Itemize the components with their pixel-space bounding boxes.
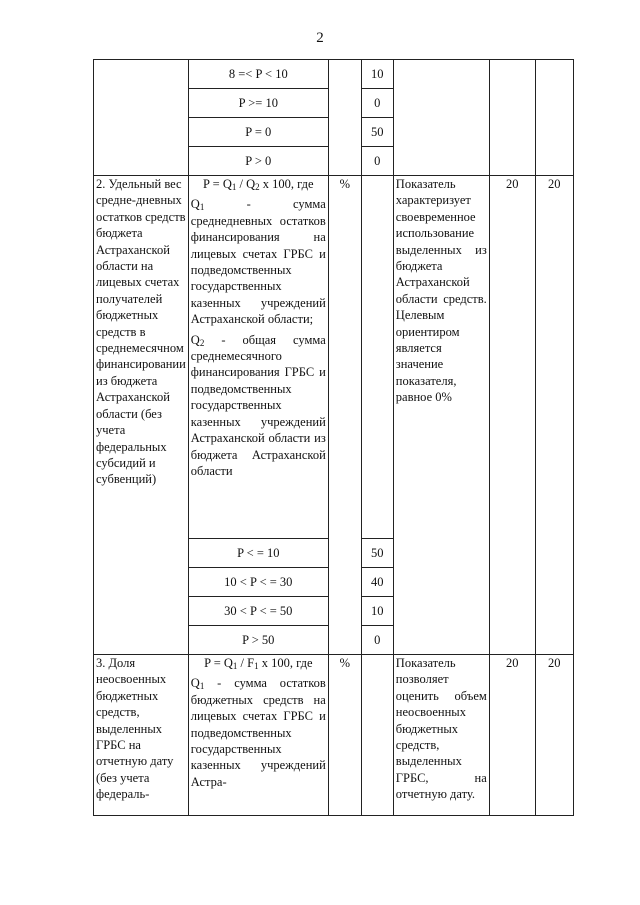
condition-cell: P < = 10	[188, 539, 328, 568]
weight-cell: 20	[489, 176, 535, 655]
comment-cell: Показатель позволяет оценить объем неосвоенных бюджетных средств, выделенных ГРБС, на отчетную дату.	[393, 655, 489, 816]
formula-cell	[188, 655, 328, 816]
condition-cell: 30 < P < = 50	[188, 597, 328, 626]
comment-cell: Показатель характеризует своевременное использование выделенных из бюджета Астраханской области средств. Целевым ориентиром является значение показателя, равное 0%	[393, 176, 489, 655]
formula-q2: $Q_2$ - общая сумма среднемесячного финансирования ГРБС и подведомственных государственных казенных учреждений Астраханской области из бюджета Астраханской области	[190, 332, 326, 478]
formula-cell	[188, 176, 328, 539]
page-number: 2	[316, 30, 324, 46]
table-row	[94, 60, 574, 89]
score-cell: 0	[361, 89, 393, 118]
table-row	[94, 176, 574, 539]
formula-q1: $Q_1$ - сумма среднедневных остатков финансирования на лицевых счетах ГРБС и подведомственных государственных казенных учреждений Астраханской области;	[190, 197, 326, 327]
formula-line: $P = Q_1 / Q_2$ x 100, где	[203, 177, 314, 192]
table-row	[94, 655, 574, 816]
condition-cell: P > 0	[188, 147, 328, 176]
indicators-table	[93, 59, 574, 816]
unit-cell: %	[328, 655, 361, 816]
score-cell: 0	[361, 626, 393, 655]
condition-cell: P = 0	[188, 118, 328, 147]
empty-cell	[393, 60, 489, 176]
weight-cell: 20	[489, 655, 535, 816]
max-score-cell: 20	[535, 655, 573, 816]
empty-cell	[535, 60, 573, 176]
empty-cell	[361, 655, 393, 816]
score-cell: 50	[361, 118, 393, 147]
empty-cell	[94, 60, 189, 176]
empty-cell	[489, 60, 535, 176]
indicator-name-cell: 2. Удельный вес средне-дневных остатков средств бюджета Астраханской области на лицевых счетах получателей бюджетных средств в среднемесячном финансировании из бюджета Астраханской области (без учета федеральных субсидий и субвенций)	[94, 176, 189, 655]
formula-line: $P = Q_1 / F_1$ x 100, где	[204, 656, 313, 671]
score-cell: 0	[361, 147, 393, 176]
score-cell: 50	[361, 539, 393, 568]
max-score-cell: 20	[535, 176, 573, 655]
score-cell: 40	[361, 568, 393, 597]
empty-cell	[361, 176, 393, 539]
condition-cell: P >= 10	[188, 89, 328, 118]
indicator-name-cell: 3. Доля неосвоенных бюджетных средств, выделенных ГРБС на отчетную дату (без учета федераль-	[94, 655, 189, 816]
unit-cell: %	[328, 176, 361, 655]
formula-q1: $Q_1$ - сумма остатков бюджетных средств на лицевых счетах ГРБС и подведомственных государственных казенных учреждений Астра-	[190, 676, 326, 789]
score-cell: 10	[361, 60, 393, 89]
condition-cell: 10 < P < = 30	[188, 568, 328, 597]
score-cell: 10	[361, 597, 393, 626]
empty-cell	[328, 60, 361, 176]
condition-cell: 8 =< P < 10	[188, 60, 328, 89]
condition-cell: P > 50	[188, 626, 328, 655]
